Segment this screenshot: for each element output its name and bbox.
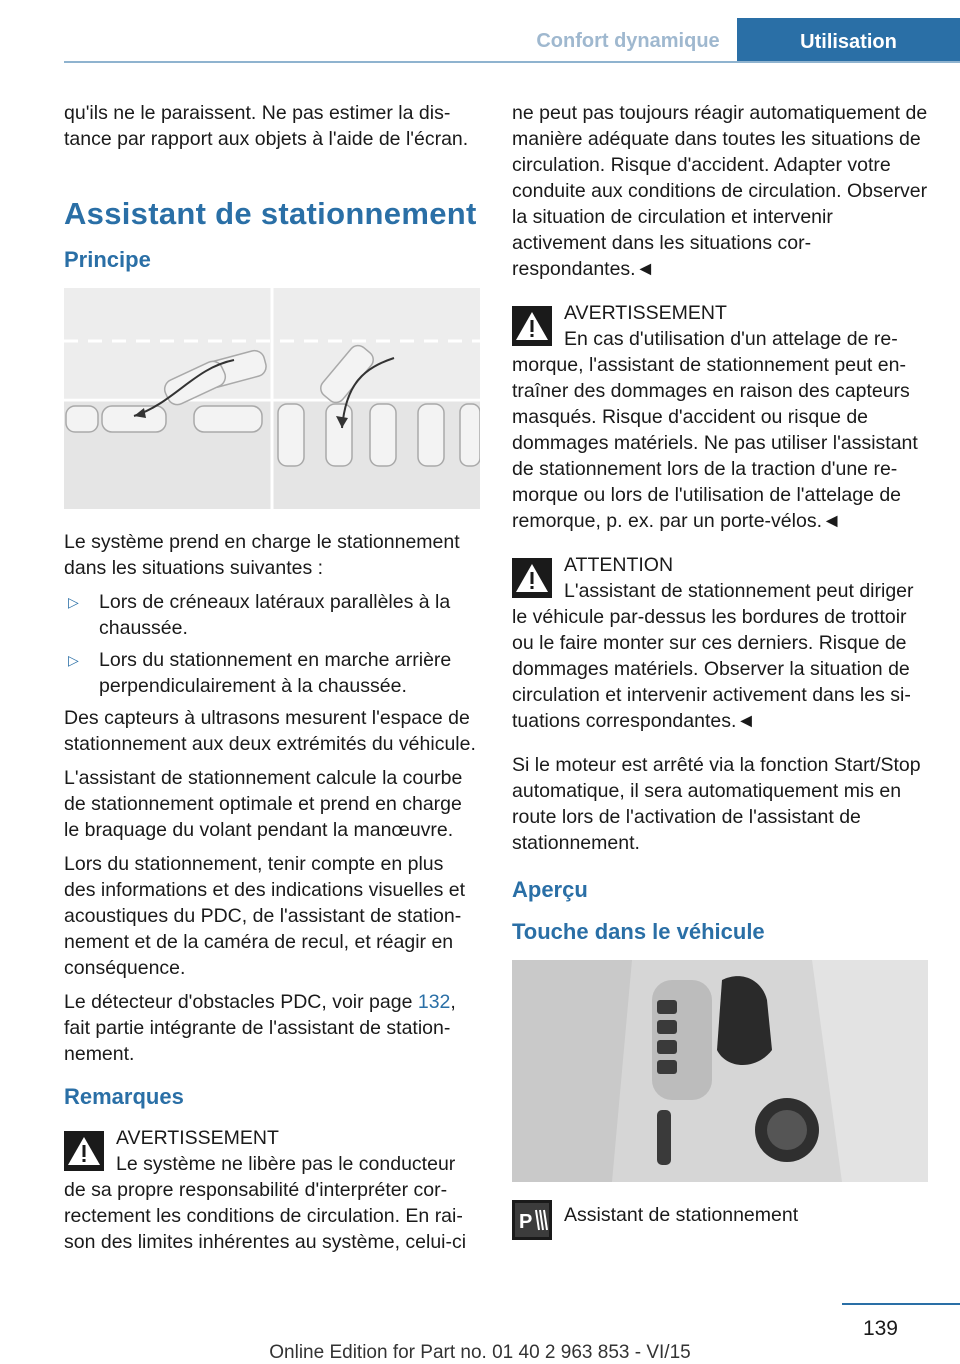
- pdc-paragraph: Lors du stationnement, tenir compte en plus des informations et des indications visuelles et acoustiques du PDC, de l'assistant de stationnement et de la caméra de recul, et réagir en conséquence.: [64, 853, 466, 979]
- warning-text: En cas d'utilisation d'un attelage de remorque, l'assistant de stationnement peut entraîner des dommages en raison des capteurs masqués. Risque d'accident ou risque de dommages matériels. Ne pas utiliser l'assistant de stationnement lors de la traction d'une remorque ou lors de l'utilisation de l'attelage de remorque, p. ex. par un porte-vélos.◄: [512, 328, 918, 532]
- list-item: ▷ Lors de créneaux latéraux parallèles à la chaussée.: [68, 591, 451, 639]
- center-console-image: [512, 960, 928, 1182]
- remarques-heading: Remarques: [64, 1084, 184, 1109]
- parking-illustration: [64, 288, 480, 509]
- console-photo: [512, 960, 930, 1182]
- start-stop-paragraph: Si le moteur est arrêté via la fonction Start/Stop automatique, il sera automatiquement mis en route lors de l'activation de l'assistant de stationnement.: [512, 754, 921, 854]
- park-assist-button-icon[interactable]: [512, 1200, 552, 1240]
- pdc-reference-paragraph: Le détecteur d'obstacles PDC, voir page 132, fait partie intégrante de l'assistant de stationnement.: [64, 991, 456, 1065]
- header-section-title: Confort dynamique: [536, 30, 720, 52]
- warning-icon: [512, 558, 552, 598]
- right-column: [512, 100, 930, 1246]
- page-title: Assistant de stationnement: [64, 196, 477, 231]
- header-chapter-tab: Utilisation: [737, 18, 960, 63]
- warning-icon: [512, 306, 552, 346]
- warning-block: [64, 1125, 480, 1255]
- svg-text:P: P: [519, 1211, 533, 1233]
- system-paragraph: Le système prend en charge le stationnement dans les situations suivantes :: [64, 531, 460, 579]
- attention-text: L'assistant de stationnement peut diriger le véhicule par-dessus les bordures de trottoir ou le faire monter sur ces derniers. Risque de dommages matériels. Observer la situation de circulation et intervenir activement dans les situations correspondantes.◄: [512, 580, 914, 732]
- page-number-rule: [842, 1303, 960, 1305]
- attention-block: [512, 552, 930, 734]
- park-assist-button-label: Assistant de stationnement: [564, 1204, 799, 1226]
- touche-heading: Touche dans le véhicule: [512, 919, 765, 944]
- list-item: ▷ Lors du stationnement en marche arrière perpendiculairement à la chaussée.: [68, 649, 452, 697]
- warning-continuation: ne peut pas toujours réagir automatiquement de manière adéquate dans toutes les situations de circulation. Risque d'accident. Adapter votre conduite aux conditions de circulation. Observer la situation de circulation et intervenir activement dans les situations correspondantes.◄: [512, 102, 928, 280]
- warning-title: AVERTISSEMENT: [564, 302, 727, 324]
- footer-edition: Online Edition for Part no. 01 40 2 963 853 - VI/15: [269, 1342, 691, 1363]
- park-assist-button-row: [512, 1202, 930, 1246]
- attention-title: ATTENTION: [564, 554, 674, 576]
- principe-heading: Principe: [64, 247, 151, 272]
- page-number: 139: [862, 1317, 898, 1340]
- situations-list: [64, 589, 480, 699]
- triangle-bullet-icon: ▷: [68, 652, 79, 668]
- intro-paragraph: qu'ils ne le paraissent. Ne pas estimer la distance par rapport aux objets à l'aide de l'écran.: [64, 102, 469, 150]
- curve-paragraph: L'assistant de stationnement calcule la courbe de stationnement optimale et prend en charge le braquage du volant pendant la manœuvre.: [64, 767, 463, 841]
- triangle-bullet-icon: ▷: [68, 594, 79, 610]
- left-column: [64, 100, 480, 1265]
- header-rule: [64, 61, 960, 63]
- sensors-paragraph: Des capteurs à ultrasons mesurent l'espace de stationnement aux deux extrémités du véhicule.: [64, 707, 476, 755]
- apercu-heading: Aperçu: [512, 877, 588, 902]
- parking-diagram: [64, 288, 480, 509]
- warning-block: [512, 300, 930, 534]
- warning-icon: [64, 1131, 104, 1171]
- warning-title: AVERTISSEMENT: [116, 1127, 279, 1149]
- page-link[interactable]: 132: [417, 991, 451, 1013]
- warning-text: Le système ne libère pas le conducteur de sa propre responsabilité d'interpréter correctement les conditions de circulation. En raison des limites inhérentes au système, celui-ci: [64, 1153, 467, 1253]
